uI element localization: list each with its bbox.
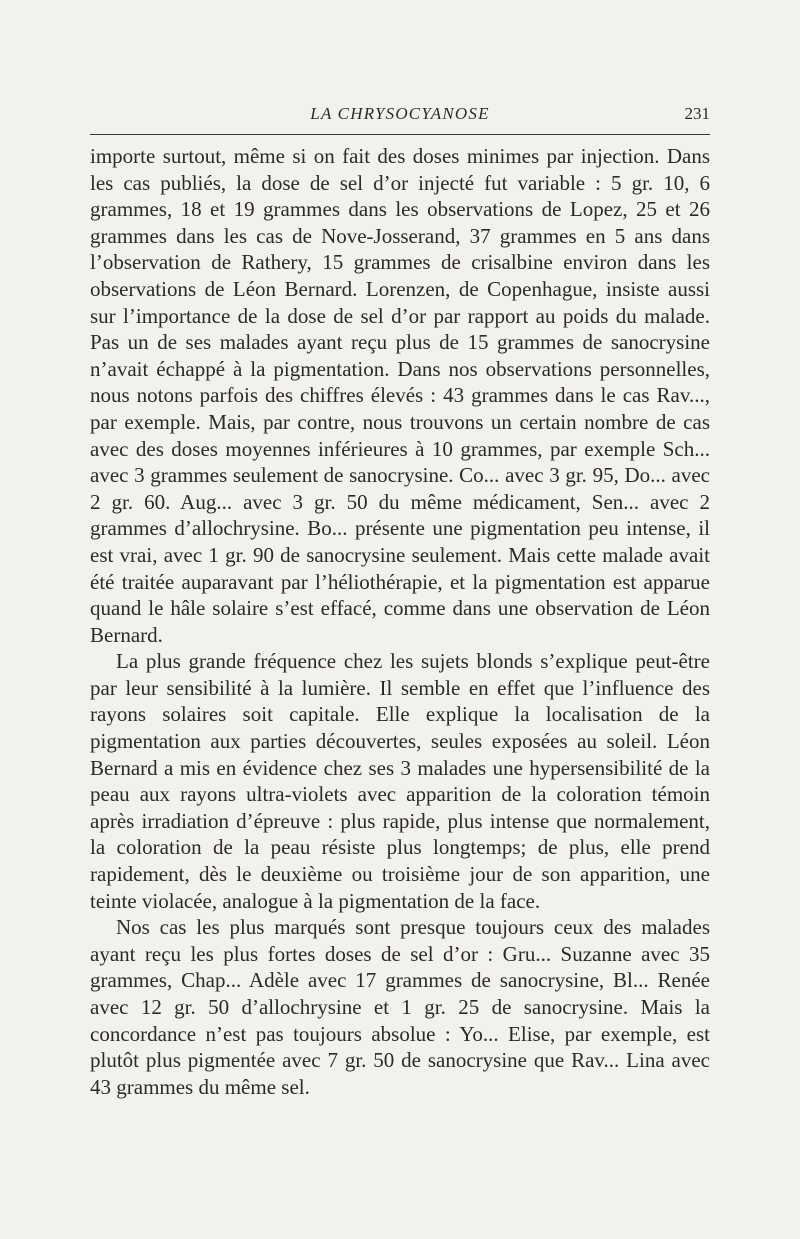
body-text bbox=[90, 143, 710, 1100]
paragraph: La plus grande fréquence chez les sujets blonds s’explique peut-être par leur sensibilité à la lumière. Il semble en effet que l’influence des rayons solaires soit capitale. Elle explique la localisation de la pigmentation aux parties découvertes, seules exposées au soleil. Léon Bernard a mis en évidence chez ses 3 malades une hypersensibilité de la peau aux rayons ultra-violets avec apparition de la coloration témoin après irradiation d’épreuve : plus rapide, plus intense que normalement, la coloration de la peau résiste plus longtemps; de plus, elle prend rapidement, dès le deuxième ou troisième jour de son apparition, une teinte violacée, analogue à la pigmentation de la face. bbox=[90, 649, 710, 913]
paragraph-continuation: importe surtout, même si on fait des doses minimes par injection. Dans les cas publiés, la dose de sel d’or injecté fut variable : 5 gr. 10, 6 grammes, 18 et 19 grammes dans les observations de Lopez, 25 et 26 grammes dans les cas de Nove-Josserand, 37 grammes en 5 ans dans l’observation de Rathery, 15 grammes de crisalbine environ dans les observations de Léon Bernard. Lorenzen, de Copenhague, insiste aussi sur l’importance de la dose de sel d’or par rapport au poids du malade. Pas un de ses malades ayant reçu plus de 15 grammes de sanocrysine n’avait échappé à la pigmentation. Dans nos observations personnelles, nous notons parfois des chiffres élevés : 43 grammes dans le cas Rav..., par exemple. Mais, par contre, nous trouvons un certain nombre de cas avec des doses moyennes inférieures à 10 grammes, par exemple Sch... avec 3 grammes seulement de sanocrysine. Co... avec 3 gr. 95, Do... avec 2 gr. 60. Aug... avec 3 gr. 50 du même médicament, Sen... avec 2 grammes d’allochrysine. Bo... présente une pigmentation peu intense, il est vrai, avec 1 gr. 90 de sanocrysine seulement. Mais cette malade avait été traitée auparavant par l’héliothérapie, et la pigmentation est apparue quand le hâle solaire s’est effacé, comme dans une observation de Léon Bernard. bbox=[90, 144, 710, 647]
page-number: 231 bbox=[684, 104, 710, 123]
page-header bbox=[90, 100, 710, 128]
paragraph: Nos cas les plus marqués sont presque toujours ceux des malades ayant reçu les plus fortes doses de sel d’or : Gru... Suzanne avec 35 grammes, Chap... Adèle avec 17 grammes de sanocrysine, Bl... Renée avec 12 gr. 50 d’allochrysine et 1 gr. 25 de sanocrysine. Mais la concordance n’est pas toujours absolue : Yo... Elise, par exemple, est plutôt plus pigmentée avec 7 gr. 50 de sanocrysine que Rav... Lina avec 43 grammes du même sel. bbox=[90, 915, 710, 1099]
header-rule bbox=[90, 134, 710, 135]
running-title: LA CHRYSOCYANOSE bbox=[310, 104, 490, 123]
